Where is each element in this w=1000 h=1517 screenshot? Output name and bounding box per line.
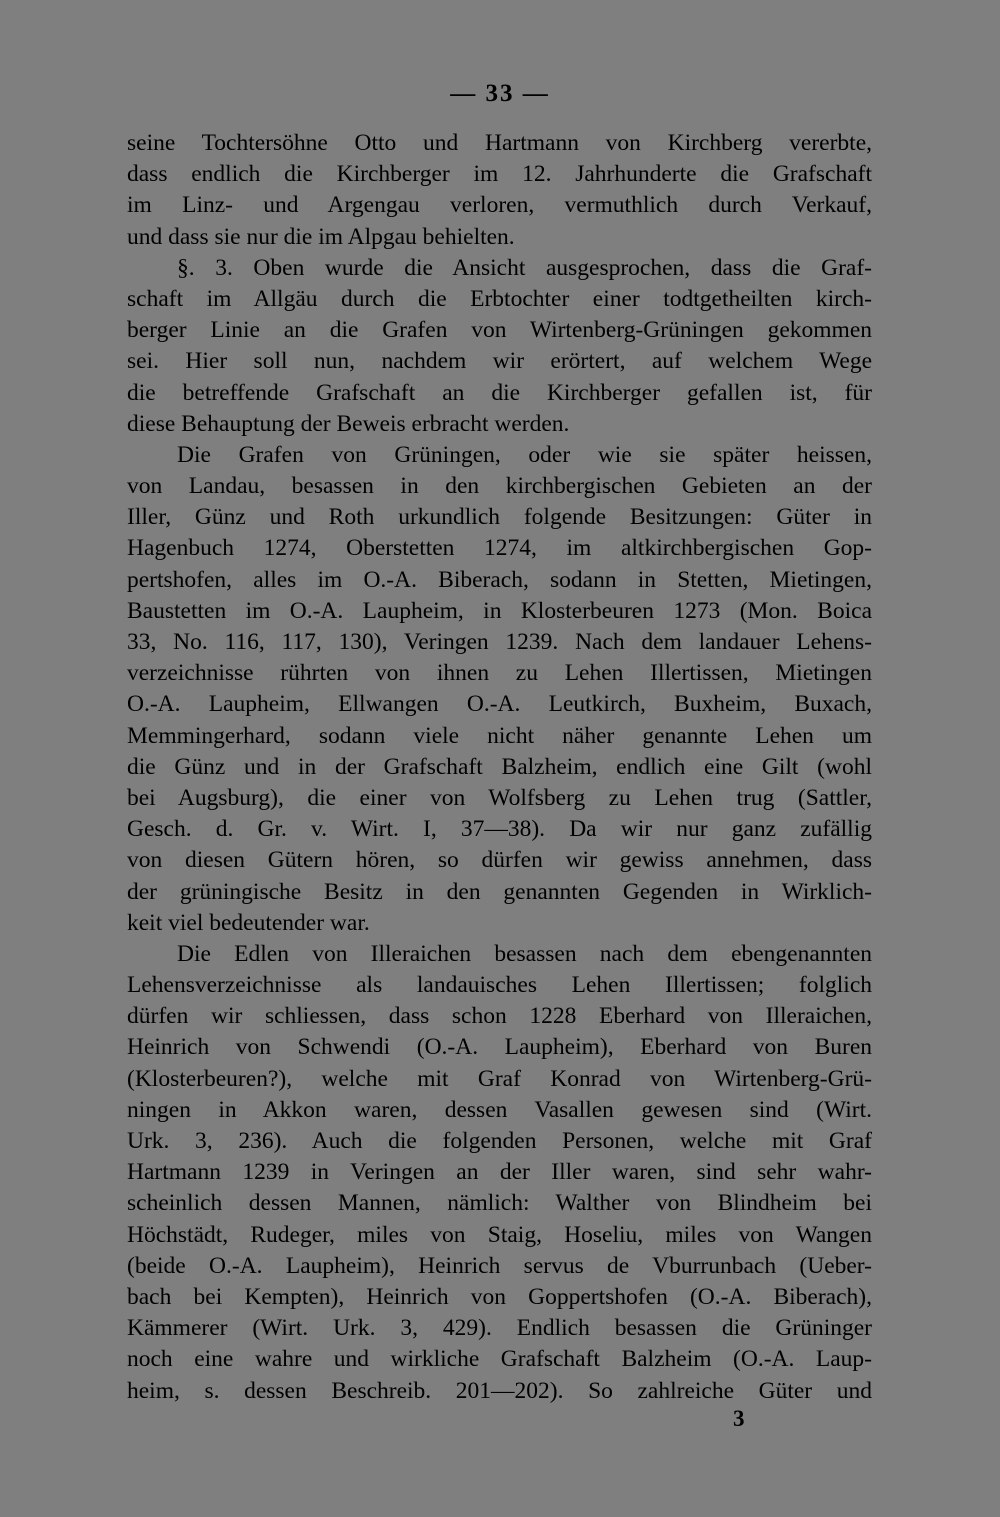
text-line: 33, No. 116, 117, 130), Veringen 1239. Nach dem landauer Lehens- [127,629,872,655]
text-line: Baustetten im O.-A. Laupheim, in Klosterbeuren 1273 (Mon. Boica [127,597,872,624]
text-line: Höchstädt, Rudeger, miles von Staig, Hoseliu, miles von Wangen [127,1221,872,1248]
text-line: von diesen Gütern hören, so dürfen wir gewiss annehmen, dass [127,847,872,874]
text-line: schaft im Allgäu durch die Erbtochter einer todtgetheilten kirch- [127,285,872,312]
text-line: Memmingerhard, sodann viele nicht näher genannte Lehen um [127,722,872,749]
text-line: Die Edlen von Illeraichen besassen nach dem ebengenannten [177,940,872,967]
text-line: bei Augsburg), die einer von Wolfsberg zu Lehen trug (Sattler, [127,784,872,811]
text-line: Hartmann 1239 in Veringen an der Iller waren, sind sehr wahr- [127,1159,872,1186]
text-line: im Linz- und Argengau verloren, vermuthlich durch Verkauf, [127,192,872,219]
text-line: bach bei Kempten), Heinrich von Goppertshofen (O.-A. Biberach), [127,1283,872,1310]
text-line: Die Grafen von Grüningen, oder wie sie später heissen, [177,441,872,468]
text-line: Gesch. d. Gr. v. Wirt. I, 37—38). Da wir nur ganz zufällig [127,816,872,843]
body-text [127,128,872,1407]
text-line: scheinlich dessen Mannen, nämlich: Walther von Blindheim bei [127,1190,872,1217]
text-line: Urk. 3, 236). Auch die folgenden Personen, welche mit Graf [127,1128,872,1154]
text-line: berger Linie an die Grafen von Wirtenberg-Grüningen gekommen [127,317,872,344]
text-line: noch eine wahre und wirkliche Grafschaft Balzheim (O.-A. Laup- [127,1346,872,1373]
text-line: pertshofen, alles im O.-A. Biberach, sodann in Stetten, Mietingen, [127,566,872,593]
text-line: keit viel bedeutender war. [127,909,370,936]
text-line: und dass sie nur die im Alpgau behielten. [127,223,515,250]
signature-mark: 3 [733,1406,745,1431]
text-line: die Günz und in der Grafschaft Balzheim, endlich eine Gilt (wohl [127,753,872,780]
text-line: sei. Hier soll nun, nachdem wir erörtert, auf welchem Wege [127,348,872,375]
text-line: dürfen wir schliessen, dass schon 1228 Eberhard von Illeraichen, [127,1003,872,1030]
page-number: — 33 — [450,80,550,107]
text-line: O.-A. Laupheim, Ellwangen O.-A. Leutkirch, Buxheim, Buxach, [127,691,872,718]
text-line: Iller, Günz und Roth urkundlich folgende Besitzungen: Güter in [127,504,872,531]
text-line: dass endlich die Kirchberger im 12. Jahrhunderte die Grafschaft [127,161,872,188]
text-line: Lehensverzeichnisse als landauisches Lehen Illertissen; folglich [127,972,872,999]
text-line: Heinrich von Schwendi (O.-A. Laupheim), Eberhard von Buren [127,1034,872,1061]
text-line: §. 3. Oben wurde die Ansicht ausgesprochen, dass die Graf- [177,254,872,281]
text-line: von Landau, besassen in den kirchbergischen Gebieten an der [127,473,872,500]
text-line: seine Tochtersöhne Otto und Hartmann von Kirchberg vererbte, [127,130,872,156]
text-line: verzeichnisse rührten von ihnen zu Lehen Illertissen, Mietingen [127,660,872,687]
text-line: (beide O.-A. Laupheim), Heinrich servus de Vburrunbach (Ueber- [127,1252,872,1279]
text-line: (Klosterbeuren?), welche mit Graf Konrad von Wirtenberg-Grü- [127,1065,872,1092]
text-line: ningen in Akkon waren, dessen Vasallen gewesen sind (Wirt. [127,1096,872,1123]
text-line: der grüningische Besitz in den genannten Gegenden in Wirklich- [127,878,872,905]
text-line: Kämmerer (Wirt. Urk. 3, 429). Endlich besassen die Grüninger [127,1315,872,1342]
text-line: heim, s. dessen Beschreib. 201—202). So zahlreiche Güter und [127,1377,872,1404]
text-line: diese Behauptung der Beweis erbracht werden. [127,410,570,437]
text-line: die betreffende Grafschaft an die Kirchberger gefallen ist, für [127,379,872,406]
text-line: Hagenbuch 1274, Oberstetten 1274, im altkirchbergischen Gop- [127,535,872,562]
